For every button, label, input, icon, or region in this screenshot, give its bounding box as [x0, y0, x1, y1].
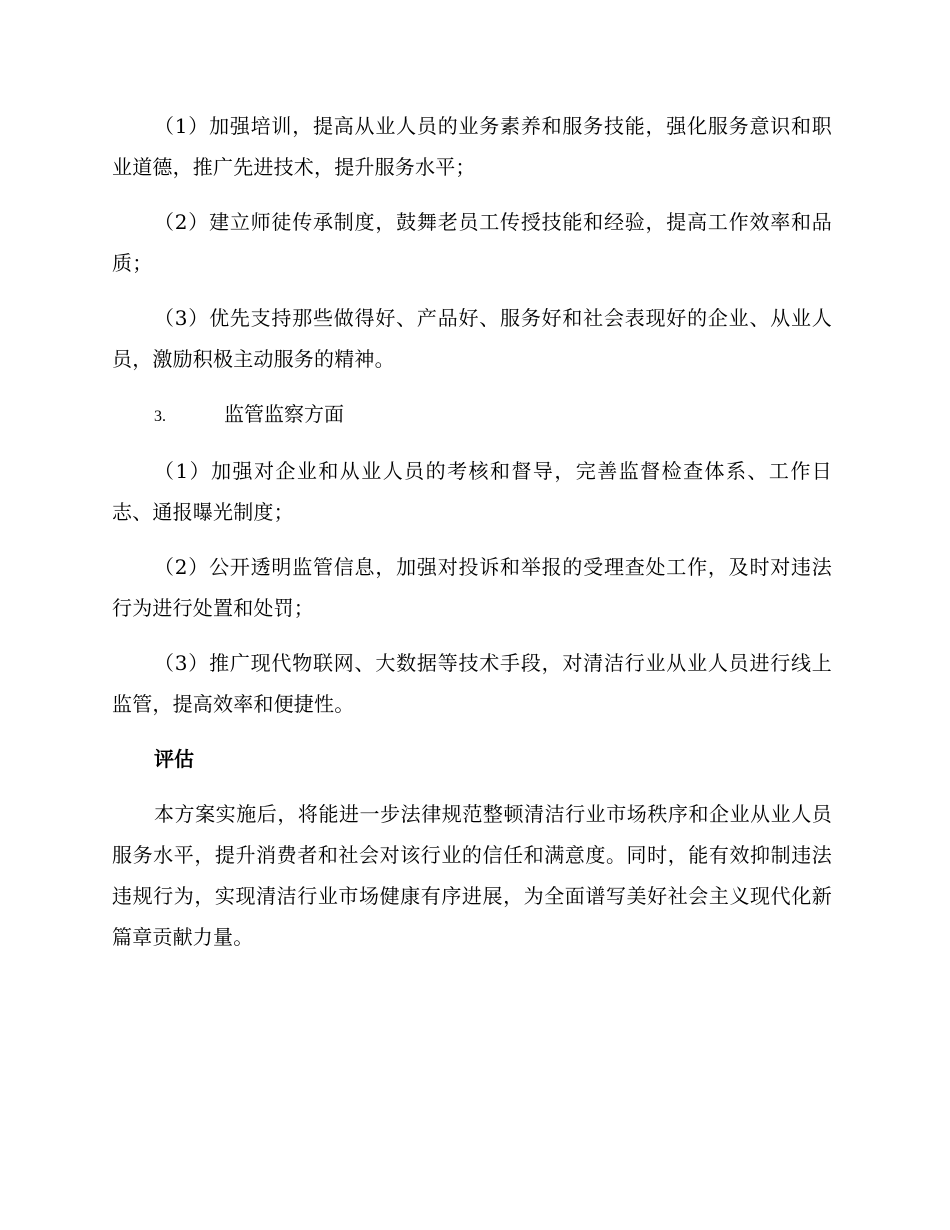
evaluation-paragraph: 本方案实施后，将能进一步法律规范整顿清洁行业市场秩序和企业从业人员服务水平，提升消费者和社会对该行业的信任和满意度。同时，能有效抑制违法违规行为，实现清洁行业市场健康有序进展，为全面谱写美好社会主义现代化新篇章贡献力量。	[112, 802, 832, 949]
supervision-heading-number: 3.	[154, 408, 166, 425]
training-item-2: （2）建立师徒传承制度，鼓舞老员工传授技能和经验，提高工作效率和品质；	[112, 210, 832, 275]
supervision-heading	[112, 394, 832, 437]
document-body	[112, 106, 832, 972]
supervision-item-1: （1）加强对企业和从业人员的考核和督导，完善监督检查体系、工作日志、通报曝光制度；	[112, 459, 832, 524]
supervision-heading-title: 监管监察方面	[224, 402, 344, 426]
supervision-item-2: （2）公开透明监管信息，加强对投诉和举报的受理查处工作，及时对违法行为进行处置和处罚；	[112, 555, 832, 620]
evaluation-heading: 评估	[154, 747, 194, 771]
training-item-1: （1）加强培训，提高从业人员的业务素养和服务技能，强化服务意识和职业道德，推广先进技术，提升服务水平；	[112, 114, 832, 179]
training-item-3: （3）优先支持那些做得好、产品好、服务好和社会表现好的企业、从业人员，激励积极主动服务的精神。	[112, 306, 832, 371]
supervision-item-3: （3）推广现代物联网、大数据等技术手段，对清洁行业从业人员进行线上监管，提高效率和便捷性。	[112, 651, 832, 716]
